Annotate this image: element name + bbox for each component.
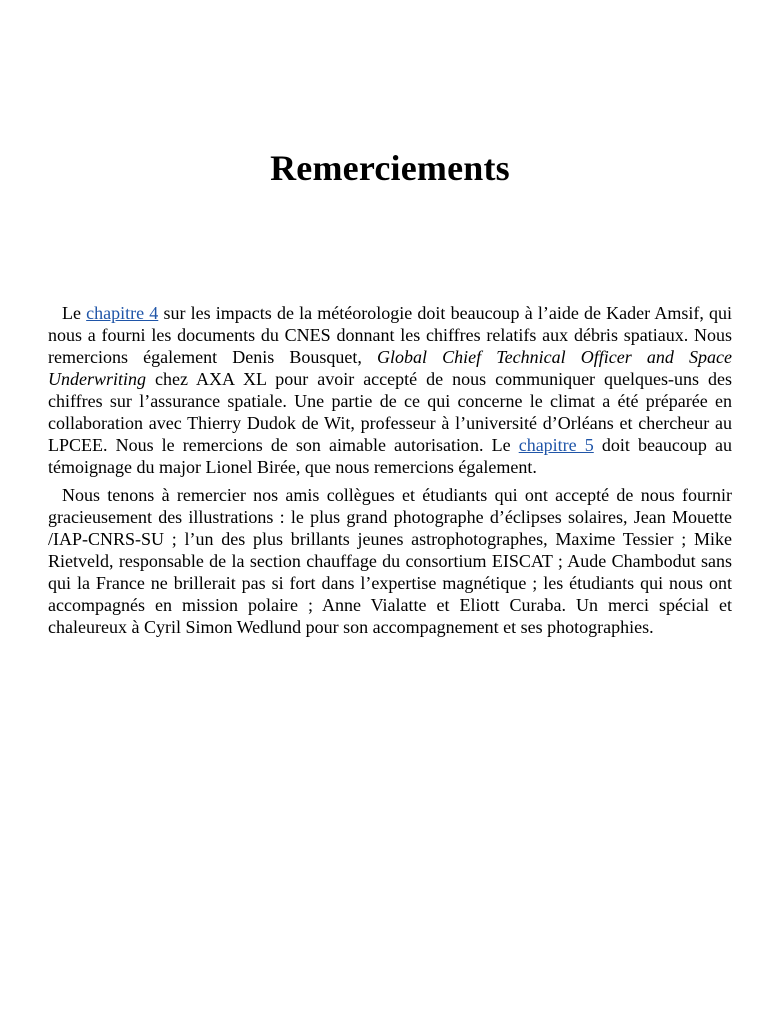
chapter-5-link[interactable]: chapitre 5 [518, 435, 594, 455]
job-title-italic: Global Chief Technical Officer and Space Underwriting [48, 347, 733, 389]
paragraph-1-text-b: sur les impacts de la météorologie doit beaucoup à l’aide de Kader Amsif, qui nous a fourni les documents du CNES donnant les chiffres relatifs aux débris spatiaux. Nous remercions également Denis Bousquet, [48, 303, 733, 367]
paragraph-2: Nous tenons à remercier nos amis collègues et étudiants qui ont accepté de nous fournir gracieusement des illustrations : le plus grand photographe d’éclipses solaires, Jean Mouette /IAP-CNRS-SU ; l’un des plus brillants jeunes astrophotographes, Maxime Tessier ; Mike Rietveld, responsable de la section chauffage du consortium EISCAT ; Aude Chambodut sans qui la France ne brillerait pas si fort dans l’expertise magnétique ; les étudiants qui nous ont accompagnés en mission polaire ; Anne Vialatte et Eliott Curaba. Un merci spécial et chaleureux à Cyril Simon Wedlund pour son accompagnement et ses photographies. [48, 485, 732, 637]
chapter-4-link[interactable]: chapitre 4 [86, 303, 159, 323]
paragraph-1-text-d: doit beaucoup au témoignage du major Lionel Birée, que nous remercions également. [48, 435, 732, 477]
acknowledgements-body [48, 302, 732, 644]
page-title: Remerciements [270, 148, 510, 188]
paragraph-1-text-a: Le [62, 303, 87, 323]
paragraph-1 [48, 302, 732, 478]
paragraph-1-text-c: chez AXA XL pour avoir accepté de nous communiquer quelques-uns des chiffres sur l’assurance spatiale. Une partie de ce qui concerne le climat a été préparée en collaboration avec Thierry Dudok de Wit, professeur à l’université d’Orléans et chercheur au LPCEE. Nous le remercions de son aimable autorisation. Le [48, 369, 732, 455]
